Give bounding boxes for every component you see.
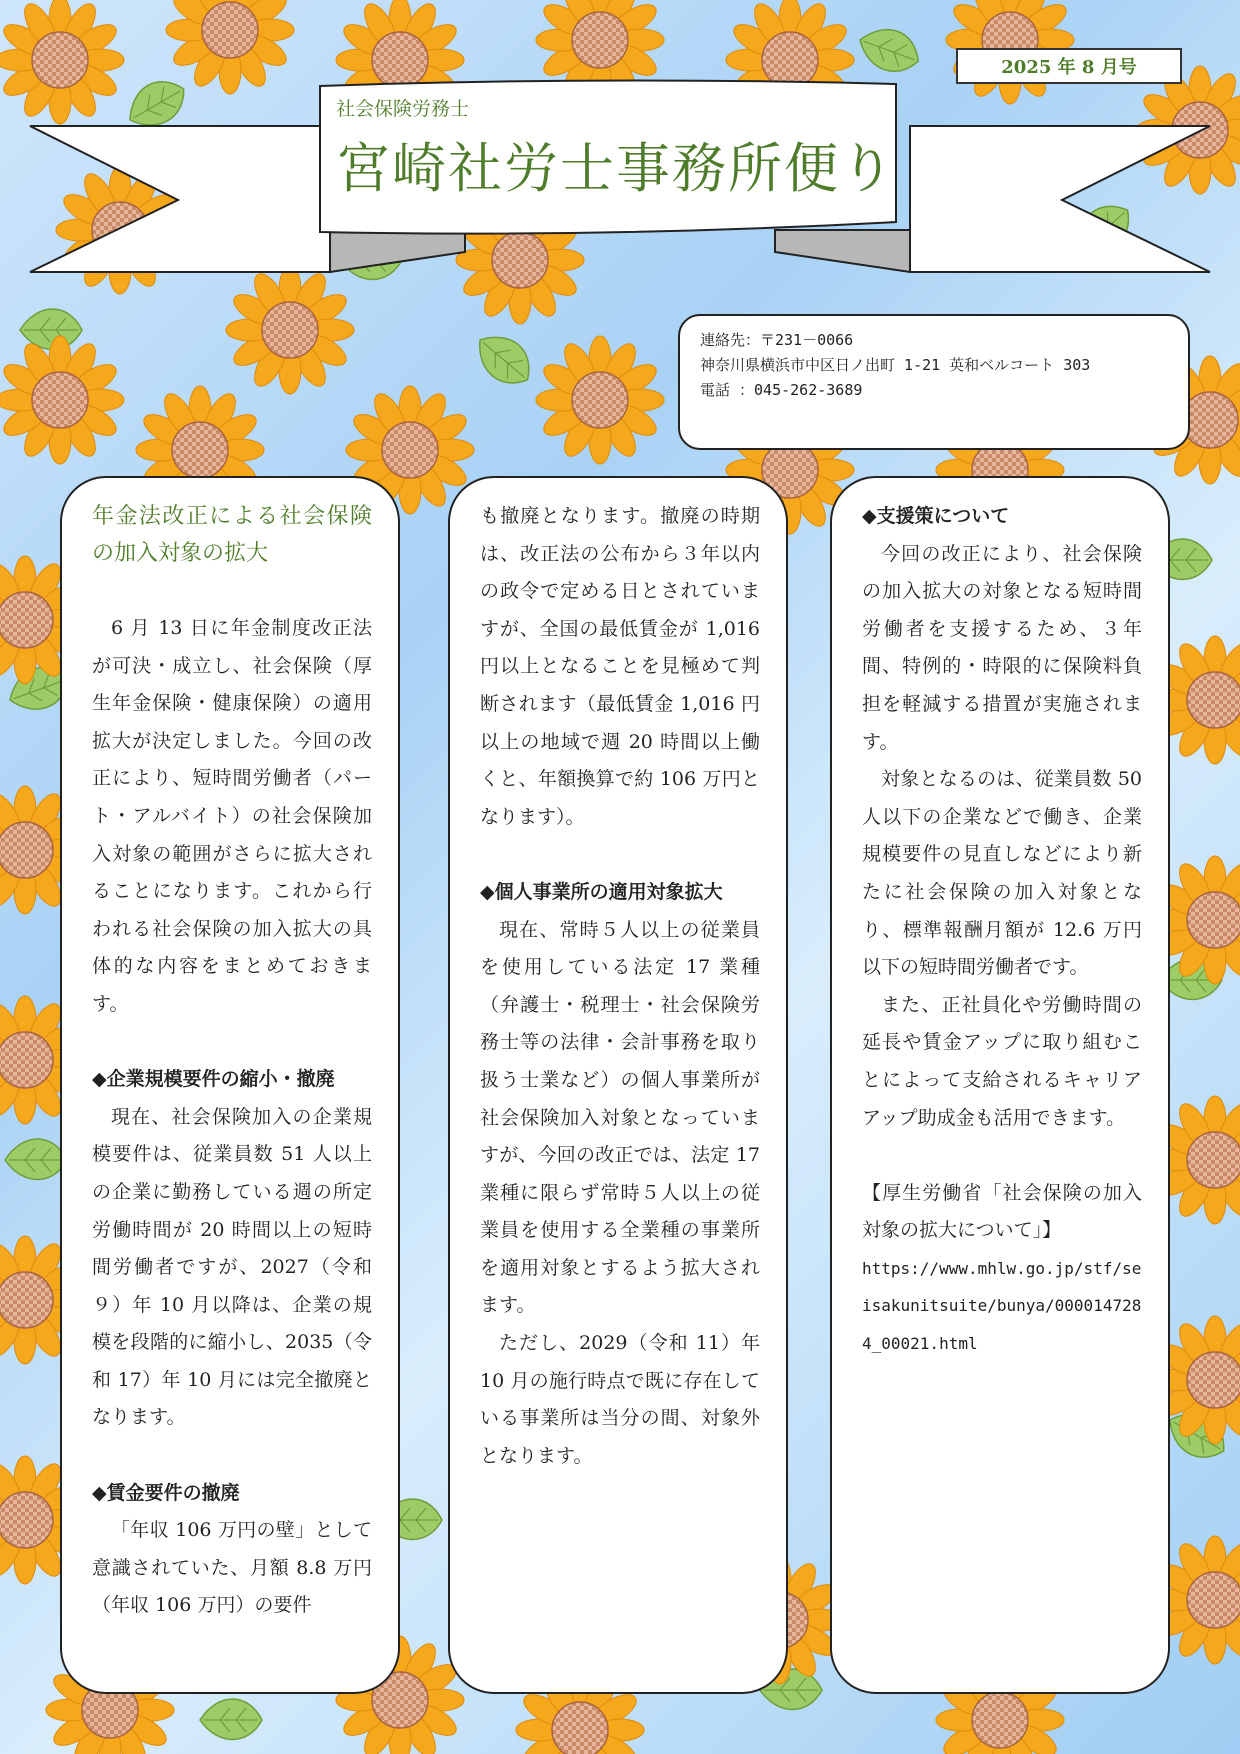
issue-date: 2025 年 8 月号 xyxy=(956,48,1182,84)
article-column-1 xyxy=(60,476,400,1694)
section-text-wage-continued: も撤廃となります。撤廃の時期は、改正法の公布から３年以内の政令で定める日とされていますが、全国の最低賃金が 1,016 円以上となることを見極めて判断されます（最低賃金 1,016 円以上の地域で週 20 時間以上働くと、年額換算で約 106 万円となります）。 xyxy=(480,505,760,828)
article-column-3 xyxy=(830,476,1170,1694)
reference-title: 【厚生労働省「社会保険の加入対象の拡大について」】 xyxy=(862,1181,1142,1242)
contact-box xyxy=(678,314,1190,450)
section-text-sole-proprietor: 現在、常時５人以上の従業員を使用している法定 17 業種（弁護士・税理士・社会保険労務士等の法律・会計事務を取り扱う士業など）の個人事業所が社会保険加入対象となっていますが、今回の改正では、法定 17 業種に限らず常時５人以上の従業員を使用する全業種の事業所を適用対象とするよう拡大されます。 xyxy=(480,918,760,1317)
reference-url[interactable]: https://www.mhlw.go.jp/stf/seisakunitsuite/bunya/0000147284_00021.html xyxy=(862,1258,1142,1354)
article-column-2 xyxy=(448,476,788,1694)
support-paragraph-1: 今回の改正により、社会保険の加入拡大の対象となる短時間労働者を支援するため、３年間、特例的・時限的に保険料負担を軽減する措置が実施されます。 xyxy=(862,542,1142,753)
section-heading-wage: ◆賃金要件の撤廃 xyxy=(92,1481,240,1504)
support-paragraph-2: 対象となるのは、従業員数 50 人以下の企業などで働き、企業規模要件の見直しなどにより新たに社会保険の加入対象となり、標準報酬月額が 12.6 万円以下の短時間労働者です。 xyxy=(862,768,1142,979)
intro-paragraph: 6 月 13 日に年金制度改正法が可決・成立し、社会保険（厚生年金保険・健康保険）の適用拡大が決定しました。今回の改正により、短時間労働者（パート・アルバイト）の社会保険加入対象の範囲がさらに拡大されることになります。これから行われる社会保険の加入拡大の具体的な内容をまとめておきます。 xyxy=(92,617,372,1015)
section-heading-sole-proprietor: ◆個人事業所の適用対象拡大 xyxy=(480,880,723,903)
support-paragraph-3: また、正社員化や労働時間の延長や賃金アップに取り組むことによって支給されるキャリアアップ助成金も活用できます。 xyxy=(862,993,1142,1129)
section-text-wage: 「年収 106 万円の壁」として意識されていた、月額 8.8 万円（年収 106 万円）の要件 xyxy=(92,1519,372,1617)
section-text-sole-proprietor-exception: ただし、2029（令和 11）年 10 月の施行時点で既に存在している事業所は当分の間、対象外となります。 xyxy=(480,1332,760,1467)
newsletter-title: 宮崎社労士事務所便り xyxy=(336,137,896,200)
contact-phone: 電話 ：045-262-3689 xyxy=(700,381,863,399)
contact-address: 神奈川県横浜市中区日ノ出町 1-21 英和ベルコート 303 xyxy=(700,356,1091,374)
section-heading-support: ◆支援策について xyxy=(862,505,1010,527)
banner-subtitle: 社会保険労務士 xyxy=(336,98,470,120)
section-text-company-size: 現在、社会保険加入の企業規模要件は、従業員数 51 人以上の企業に勤務している週の所定労働時間が 20 時間以上の短時間労働者ですが、2027（令和９）年 10 月以降は、企業の規模を段階的に縮小し、2035（令和 17）年 10 月には完全撤廃となります。 xyxy=(92,1105,372,1429)
article-heading: 年金法改正による社会保険の加入対象の拡大 xyxy=(92,504,372,566)
contact-postal: 連絡先：〒231－0066 xyxy=(700,331,854,349)
section-heading-company-size: ◆企業規模要件の縮小・撤廃 xyxy=(92,1068,335,1091)
